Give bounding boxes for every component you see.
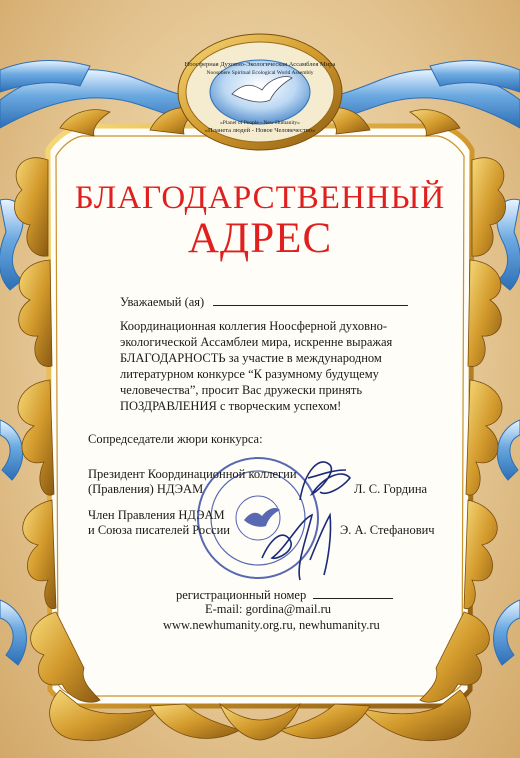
signer-1-role-line1: Президент Координационной коллегии [88, 467, 297, 481]
body-line-6: ПОЗДРАВЛЕНИЯ с творческим успехом! [120, 399, 342, 413]
footer-email: E-mail: gordina@mail.ru [205, 602, 332, 616]
body-line-5: человечества”, просит Вас дружески принять [120, 383, 363, 397]
body-line-2: экологической Ассамблеи мира, искренне выражая [120, 335, 393, 349]
title-line1: БЛАГОДАРСТВЕННЫЙ [74, 180, 446, 216]
signer-1-name: Л. С. Гордина [354, 482, 428, 496]
body-line-1: Координационная коллегия Ноосферной духовно- [120, 319, 388, 333]
registration-row [176, 586, 393, 603]
emblem-ring-top-en: Noosphere Spiritual Ecological World Assembly [206, 70, 314, 76]
body-line-4: литературном конкурсе “К разумному будущему [120, 367, 379, 381]
emblem-ring-bottom: «Планета людей - Новое Человечество» [204, 127, 316, 134]
body-line-3: БЛАГОДАРНОСТЬ за участие в международном [120, 351, 382, 365]
footer-websites: www.newhumanity.org.ru, newhumanity.ru [163, 618, 380, 632]
recipient-name-blank [213, 293, 408, 306]
registration-label: регистрационный номер [176, 588, 307, 602]
signer-1-role-line2: (Правления) НДЭАМ [88, 482, 204, 496]
salutation-row [120, 293, 408, 310]
title-line2: АДРЕС [187, 215, 333, 262]
emblem-ring-bottom-en: «Planet of People - New Humanity» [220, 120, 300, 126]
signer-2-role-line1: Член Правления НДЭАМ [88, 508, 225, 522]
signer-2-role-line2: и Союза писателей России [88, 523, 230, 537]
registration-number-blank [313, 586, 393, 599]
salutation-label: Уважаемый (ая) [120, 295, 205, 309]
emblem-ring-top: Ноосферная Духовно-Экологическая Ассамблея Мира [184, 61, 336, 68]
jury-header: Сопредседатели жюри конкурса: [88, 432, 263, 446]
signer-2-name: Э. А. Стефанович [340, 523, 435, 537]
gold-ornament-bottom [220, 704, 300, 740]
